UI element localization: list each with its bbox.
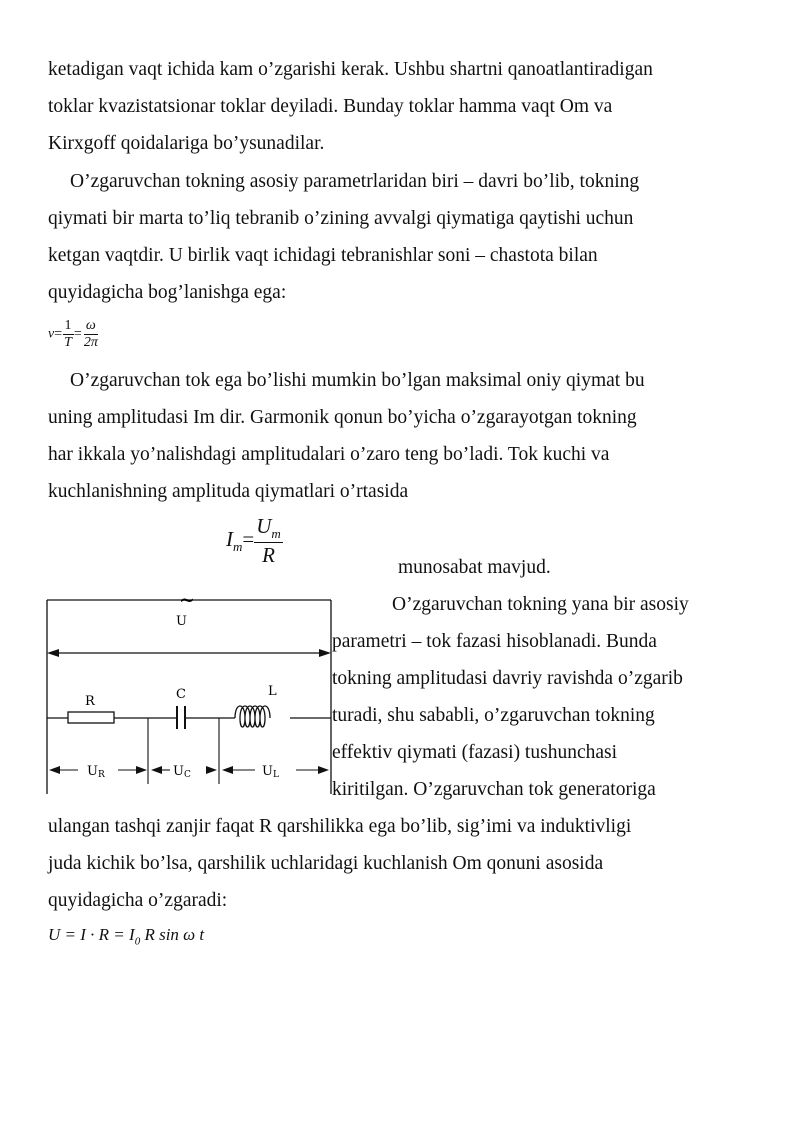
text-line: juda kichik bo’lsa, qarshilik uchlaridagi kuchlanish Om qonuni asosida bbox=[48, 853, 604, 874]
text-line: toklar kvazistatsionar toklar deyiladi. Bunday toklar hamma vaqt Om va bbox=[48, 96, 613, 117]
inductor-icon bbox=[235, 706, 270, 727]
arrow-right-icon bbox=[206, 766, 217, 774]
inductor-label: L bbox=[268, 684, 277, 699]
text-line: har ikkala yo’nalishdagi amplitudalari o’zaro teng bo’ladi. Tok kuchi va bbox=[48, 444, 610, 465]
circuit-diagram bbox=[40, 588, 340, 800]
voltage-ur-label: UR bbox=[87, 764, 105, 780]
ohm-law-formula: $U = I \cdot R = I_0$ R sin ω t bbox=[48, 925, 205, 948]
text-line: tokning amplitudasi davriy ravishda o’zgarib bbox=[332, 668, 683, 689]
arrow-right-icon bbox=[319, 649, 331, 657]
text-line: O’zgaruvchan tokning yana bir asosiy bbox=[392, 594, 689, 615]
source-symbol: ~ bbox=[179, 589, 195, 611]
text-line: munosabat mavjud. bbox=[398, 557, 551, 578]
text-line: O’zgaruvchan tokning asosiy parametrlaridan biri – davri bo’lib, tokning bbox=[70, 171, 640, 192]
voltage-uc-label: UC bbox=[173, 764, 191, 780]
text-line: quyidagicha bog’lanishga ega: bbox=[48, 282, 287, 303]
text-line: qiymati bir marta to’liq tebranib o’zining avvalgi qiymatiga qaytishi uchun bbox=[48, 208, 634, 229]
text-line: parametri – tok fazasi hisoblanadi. Bunda bbox=[332, 631, 657, 652]
text-line: kiritilgan. O’zgaruvchan tok generatoriga bbox=[332, 779, 656, 800]
arrow-left-icon bbox=[47, 649, 59, 657]
text-line: ketadigan vaqt ichida kam o’zgarishi kerak. Ushbu shartni qanoatlantiradigan bbox=[48, 59, 653, 80]
arrow-right-icon bbox=[136, 766, 147, 774]
text-line: ketgan vaqtdir. U birlik vaqt ichidagi tebranishlar soni – chastota bilan bbox=[48, 245, 598, 266]
capacitor-label: C bbox=[176, 687, 186, 702]
resistor-label: R bbox=[85, 694, 95, 709]
arrow-left-icon bbox=[49, 766, 60, 774]
text-line: ulangan tashqi zanjir faqat R qarshilikka ega bo’lib, sig’imi va induktivligi bbox=[48, 816, 632, 837]
text-line: turadi, shu sababli, o’zgaruvchan tokning bbox=[332, 705, 655, 726]
text-line: effektiv qiymati (fazasi) tushunchasi bbox=[332, 742, 618, 763]
frequency-formula: v= $\frac{1}{T}$ = $\frac{\omega}{2\pi}$ bbox=[48, 318, 98, 350]
text-line: uning amplitudasi Im dir. Garmonik qonun bo’yicha o’zgarayotgan tokning bbox=[48, 407, 637, 428]
text-line: kuchlanishning amplituda qiymatlari o’rtasida bbox=[48, 481, 409, 502]
amplitude-formula: $I_m=$ $\frac{U_m}{R}$ bbox=[226, 514, 281, 568]
resistor-icon bbox=[68, 712, 114, 723]
text-line: Kirxgoff qoidalariga bo’ysunadilar. bbox=[48, 133, 325, 154]
text-line: O’zgaruvchan tok ega bo’lishi mumkin bo’lgan maksimal oniy qiymat bu bbox=[70, 370, 645, 391]
arrow-right-icon bbox=[318, 766, 329, 774]
voltage-ul-label: UL bbox=[262, 764, 279, 780]
source-label: U bbox=[176, 614, 187, 629]
text-line: quyidagicha o’zgaradi: bbox=[48, 890, 228, 911]
